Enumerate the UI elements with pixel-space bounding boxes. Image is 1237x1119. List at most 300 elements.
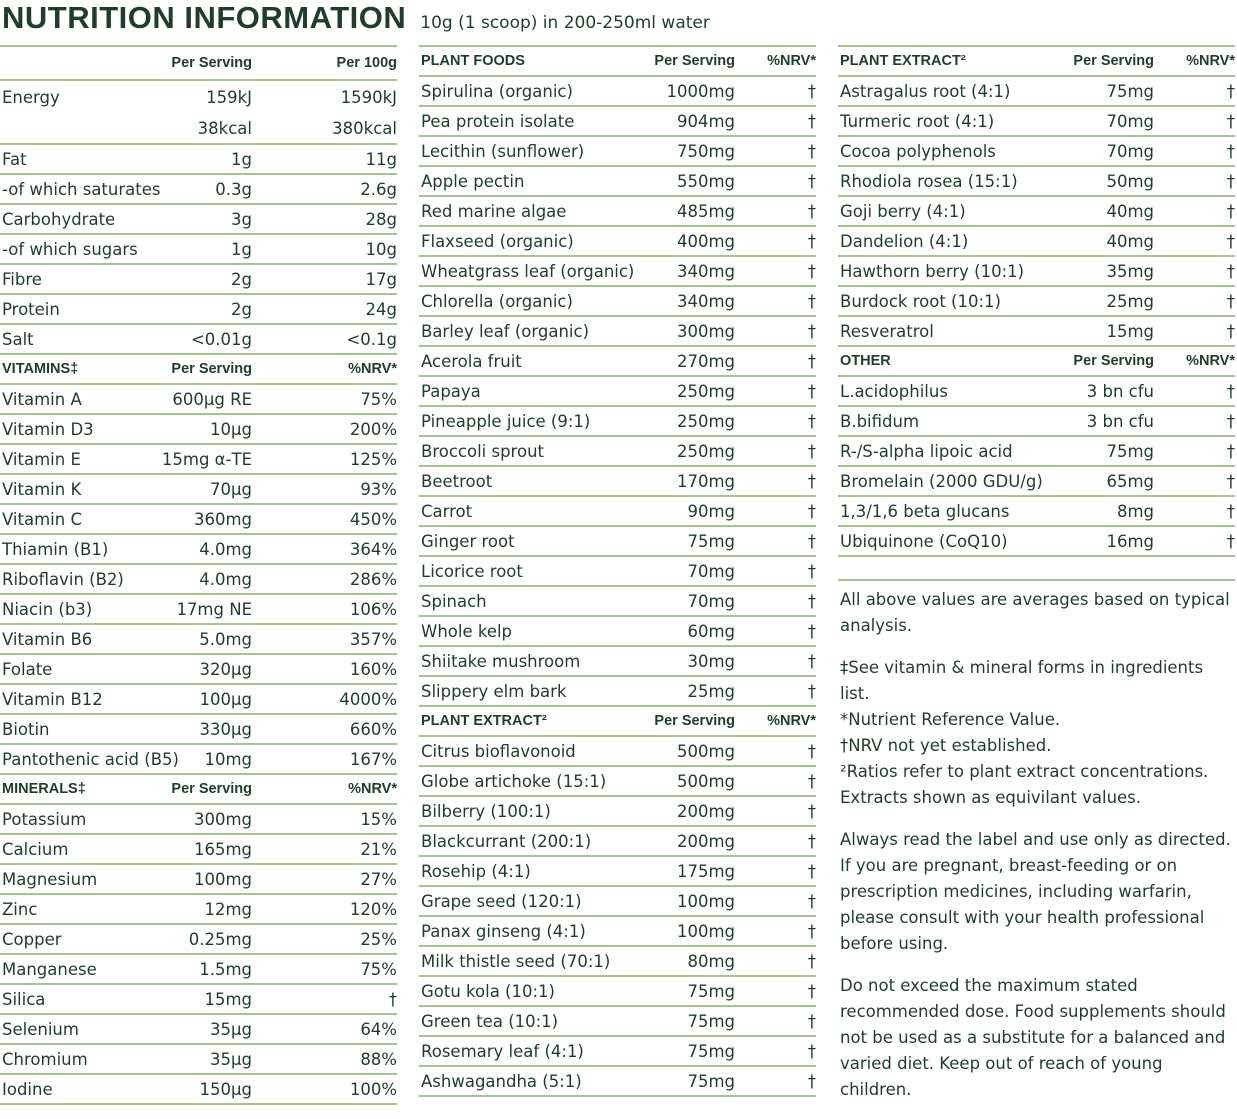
nrv-value: †: [807, 471, 816, 491]
nrv-value: 450%: [349, 509, 397, 529]
row-label: Barley leaf (organic): [421, 321, 590, 341]
table-row: [419, 617, 816, 647]
row-label: Resveratrol: [840, 321, 934, 341]
per-serving-value: 600µg RE: [172, 389, 252, 409]
row-label: Blackcurrant (200:1): [421, 831, 592, 851]
table-row: [838, 257, 1235, 287]
nrv-value: †: [807, 441, 816, 461]
table-row: [838, 77, 1235, 107]
nrv-value: †: [807, 591, 816, 611]
footnote-forms: ‡See vitamin & mineral forms in ingredients list.: [840, 658, 1204, 703]
table-row: [838, 137, 1235, 167]
table-row: [0, 535, 397, 565]
nrv-value: 167%: [349, 749, 397, 769]
table-row: [419, 497, 816, 527]
vitamins-table: [0, 355, 397, 775]
per-serving-value: 3 bn cfu: [1086, 381, 1154, 401]
table-row: [419, 527, 816, 557]
row-label: Selenium: [2, 1019, 79, 1039]
per-serving-value: 35µg: [210, 1049, 252, 1069]
per-serving-value: 1.5mg: [199, 959, 252, 979]
row-label: Thiamin (B1): [2, 539, 109, 559]
table-row: [0, 325, 397, 355]
per-serving-value: 70µg: [210, 479, 252, 499]
table-row: [0, 385, 397, 415]
warning-note: Always read the label and use only as directed. If you are pregnant, breast-feeding or on prescription medicines, including warfarin, please consult with your health professional before using.: [840, 830, 1231, 953]
nrv-value: †: [807, 951, 816, 971]
per-serving-value: 485mg: [676, 201, 735, 221]
table-row: [419, 677, 816, 707]
row-label: Apple pectin: [421, 171, 525, 191]
table-row: [0, 985, 397, 1015]
nrv-value: †: [807, 171, 816, 191]
nrv-value: †: [1226, 321, 1235, 341]
per-serving-value: 3 bn cfu: [1086, 411, 1154, 431]
table-row: [838, 107, 1235, 137]
nutrition-table: [0, 47, 397, 355]
per-serving-value: 25mg: [1106, 291, 1154, 311]
column-header: %NRV*: [1186, 353, 1235, 369]
footnote-ratios: ²Ratios refer to plant extract concentrations. Extracts shown as equivilant values.: [840, 762, 1209, 807]
row-label: Turmeric root (4:1): [840, 111, 995, 131]
nrv-value: 15%: [360, 809, 397, 829]
row-label: Riboflavin (B2): [2, 569, 124, 589]
row-label: 1,3/1,6 beta glucans: [840, 501, 1010, 521]
row-label: Dandelion (4:1): [840, 231, 969, 251]
table-row: [419, 587, 816, 617]
table-row: [838, 377, 1235, 407]
column-header: Per Serving: [171, 55, 252, 71]
row-label: Pea protein isolate: [421, 111, 575, 131]
per-serving-value: 250mg: [676, 441, 735, 461]
table-row: [419, 347, 816, 377]
row-label: Vitamin B6: [2, 629, 93, 649]
nrv-value: †: [807, 201, 816, 221]
table-row: [419, 827, 816, 857]
column-header: VITAMINS‡: [2, 361, 79, 377]
row-label: Vitamin C: [2, 509, 82, 529]
per-serving-value: 3g: [231, 209, 252, 229]
table-row: [0, 1075, 397, 1105]
per-serving-value: 2g: [231, 299, 252, 319]
per-serving-value: 165mg: [193, 839, 252, 859]
table-row: [0, 475, 397, 505]
nrv-value: 120%: [349, 899, 397, 919]
nrv-value: †: [807, 291, 816, 311]
table-row: [419, 1007, 816, 1037]
table-row: [0, 715, 397, 745]
minerals-table: [0, 775, 397, 1105]
per-serving-value: 550mg: [676, 171, 735, 191]
nrv-value: 21%: [360, 839, 397, 859]
nrv-value: †: [807, 801, 816, 821]
averages-note: All above values are averages based on typical analysis.: [840, 590, 1230, 635]
table-row: [419, 647, 816, 677]
row-label: Whole kelp: [421, 621, 513, 641]
row-label: Copper: [2, 929, 62, 949]
per-serving-value: 340mg: [676, 261, 735, 281]
per-serving-value: 38kcal: [197, 118, 252, 138]
row-label: Flaxseed (organic): [421, 231, 574, 251]
column-header: %NRV*: [348, 361, 397, 377]
row-label: Astragalus root (4:1): [840, 81, 1011, 101]
table-row: [419, 137, 816, 167]
table-row: [0, 295, 397, 325]
per-serving-value: 904mg: [676, 111, 735, 131]
footnote-nrv: *Nutrient Reference Value.: [840, 710, 1061, 729]
column-plant-foods: [419, 45, 816, 1097]
row-label: Silica: [2, 989, 46, 1009]
table-row: [419, 887, 816, 917]
table-row: [419, 317, 816, 347]
table-row: [419, 947, 816, 977]
nrv-value: †: [807, 651, 816, 671]
per-serving-value: 100mg: [193, 869, 252, 889]
nrv-value: †: [1226, 141, 1235, 161]
row-label: Manganese: [2, 959, 97, 979]
per-serving-value: 65mg: [1106, 471, 1154, 491]
table-row: [419, 167, 816, 197]
per-serving-value: 500mg: [676, 741, 735, 761]
plant-extract-table-2: [838, 47, 1235, 347]
column-header: Per Serving: [171, 781, 252, 797]
per-serving-value: 60mg: [687, 621, 735, 641]
nrv-value: 75%: [360, 389, 397, 409]
per-100g-value: 1590kJ: [340, 87, 397, 107]
table-row: [419, 407, 816, 437]
row-label: Lecithin (sunflower): [421, 141, 585, 161]
table-row: [0, 175, 397, 205]
row-label: Carbohydrate: [2, 209, 116, 229]
table-row: [0, 81, 397, 113]
nrv-value: †: [388, 989, 397, 1009]
per-serving-value: 270mg: [676, 351, 735, 371]
column-header: Per Serving: [1073, 53, 1154, 69]
nrv-value: †: [807, 351, 816, 371]
per-serving-value: 330µg: [199, 719, 252, 739]
per-serving-value: 250mg: [676, 411, 735, 431]
per-serving-value: 70mg: [687, 561, 735, 581]
table-row: [419, 257, 816, 287]
row-label: Fibre: [2, 269, 42, 289]
per-serving-value: 200mg: [676, 801, 735, 821]
row-label: Calcium: [2, 839, 69, 859]
nrv-value: 357%: [349, 629, 397, 649]
row-label: Globe artichoke (15:1): [421, 771, 607, 791]
per-serving-value: 10µg: [210, 419, 252, 439]
row-label: -of which sugars: [2, 239, 138, 259]
nrv-value: †: [807, 531, 816, 551]
column-nutrition-vitamins-minerals: [0, 45, 397, 1105]
table-row: [419, 287, 816, 317]
table-row: [419, 1067, 816, 1097]
per-serving-value: 50mg: [1106, 171, 1154, 191]
nrv-value: 64%: [360, 1019, 397, 1039]
per-serving-value: 340mg: [676, 291, 735, 311]
nrv-value: †: [807, 771, 816, 791]
nrv-value: †: [1226, 291, 1235, 311]
nrv-value: †: [1226, 81, 1235, 101]
per-serving-value: 4.0mg: [199, 569, 252, 589]
table-row: [0, 415, 397, 445]
table-row: [0, 625, 397, 655]
per-serving-value: 170mg: [676, 471, 735, 491]
table-header-row: [419, 707, 816, 737]
row-label: Vitamin D3: [2, 419, 94, 439]
row-label: Vitamin E: [2, 449, 81, 469]
nrv-value: †: [807, 561, 816, 581]
nrv-value: †: [807, 261, 816, 281]
table-row: [419, 557, 816, 587]
per-serving-value: 35µg: [210, 1019, 252, 1039]
table-row: [0, 1015, 397, 1045]
row-label: Rosehip (4:1): [421, 861, 531, 881]
row-label: Goji berry (4:1): [840, 201, 966, 221]
column-header: Per Serving: [171, 361, 252, 377]
row-label: Wheatgrass leaf (organic): [421, 261, 635, 281]
nrv-value: 660%: [349, 719, 397, 739]
per-serving-value: 1000mg: [666, 81, 735, 101]
row-label: Papaya: [421, 381, 481, 401]
per-100g-value: 17g: [365, 269, 397, 289]
column-header: Per Serving: [654, 53, 735, 69]
row-label: B.bifidum: [840, 411, 920, 431]
per-serving-value: 1g: [231, 149, 252, 169]
row-label: Cocoa polyphenols: [840, 141, 996, 161]
per-serving-value: 17mg NE: [176, 599, 252, 619]
row-label: Bromelain (2000 GDU/g): [840, 471, 1043, 491]
row-label: Burdock root (10:1): [840, 291, 1001, 311]
table-row: [419, 107, 816, 137]
row-label: Vitamin B12: [2, 689, 103, 709]
table-header-row: [838, 47, 1235, 77]
row-label: Iodine: [2, 1079, 53, 1099]
table-row: [0, 685, 397, 715]
row-label: Slippery elm bark: [421, 681, 567, 701]
table-row: [0, 865, 397, 895]
table-row: [0, 145, 397, 175]
nrv-value: †: [1226, 501, 1235, 521]
row-label: Hawthorn berry (10:1): [840, 261, 1025, 281]
nrv-value: 4000%: [339, 689, 397, 709]
table-row: [0, 925, 397, 955]
per-serving-value: 400mg: [676, 231, 735, 251]
per-serving-value: 0.25mg: [188, 929, 252, 949]
per-serving-value: 35mg: [1106, 261, 1154, 281]
table-row: [838, 167, 1235, 197]
per-serving-value: 70mg: [1106, 141, 1154, 161]
per-serving-value: 250mg: [676, 381, 735, 401]
table-row: [0, 505, 397, 535]
table-header-row: [0, 355, 397, 385]
nrv-value: †: [1226, 441, 1235, 461]
column-header: MINERALS‡: [2, 781, 86, 797]
nrv-value: †: [1226, 231, 1235, 251]
nrv-value: †: [807, 81, 816, 101]
nrv-value: †: [807, 1071, 816, 1091]
per-serving-value: 75mg: [687, 531, 735, 551]
nrv-value: 100%: [349, 1079, 397, 1099]
row-label: Green tea (10:1): [421, 1011, 559, 1031]
nrv-value: 93%: [360, 479, 397, 499]
column-header: %NRV*: [348, 781, 397, 797]
table-row: [838, 527, 1235, 557]
row-label: Spinach: [421, 591, 487, 611]
per-100g-value: 24g: [365, 299, 397, 319]
table-row: [419, 737, 816, 767]
spacer: [838, 557, 1235, 579]
table-header-row: [0, 47, 397, 81]
per-serving-value: 175mg: [676, 861, 735, 881]
table-header-row: [0, 775, 397, 805]
nrv-value: †: [807, 831, 816, 851]
nrv-value: †: [807, 1011, 816, 1031]
nrv-value: 106%: [349, 599, 397, 619]
table-row: [419, 1037, 816, 1067]
per-serving-value: 300mg: [193, 809, 252, 829]
table-row: [0, 745, 397, 775]
nrv-value: †: [1226, 261, 1235, 281]
table-row: [0, 835, 397, 865]
row-label: Panax ginseng (4:1): [421, 921, 586, 941]
nrv-value: 125%: [349, 449, 397, 469]
row-label: Energy: [2, 87, 60, 107]
row-label: Ubiquinone (CoQ10): [840, 531, 1008, 551]
other-table: [838, 347, 1235, 557]
table-row: [0, 595, 397, 625]
table-row: [0, 805, 397, 835]
per-serving-value: 12mg: [204, 899, 252, 919]
nrv-value: †: [807, 891, 816, 911]
row-label: Folate: [2, 659, 53, 679]
table-row: [419, 197, 816, 227]
per-serving-value: 40mg: [1106, 201, 1154, 221]
column-header: OTHER: [840, 353, 891, 369]
table-row: [838, 467, 1235, 497]
per-100g-value: 28g: [365, 209, 397, 229]
table-row: [0, 1045, 397, 1075]
per-serving-value: 75mg: [1106, 81, 1154, 101]
per-serving-value: 15mg α-TE: [161, 449, 252, 469]
row-label: Pineapple juice (9:1): [421, 411, 591, 431]
table-row: [419, 77, 816, 107]
row-label: Milk thistle seed (70:1): [421, 951, 611, 971]
nrv-value: †: [1226, 201, 1235, 221]
nrv-value: †: [1226, 111, 1235, 131]
column-header: PLANT EXTRACT²: [840, 53, 966, 69]
per-serving-value: 40mg: [1106, 231, 1154, 251]
per-serving-value: 4.0mg: [199, 539, 252, 559]
nrv-value: †: [807, 141, 816, 161]
per-serving-value: 15mg: [1106, 321, 1154, 341]
per-serving-value: 80mg: [687, 951, 735, 971]
row-label: Ginger root: [421, 531, 515, 551]
nrv-value: †: [807, 501, 816, 521]
table-row: [419, 767, 816, 797]
table-row: [0, 205, 397, 235]
nrv-value: 25%: [360, 929, 397, 949]
footnotes: [838, 655, 1235, 811]
table-row: [0, 235, 397, 265]
row-label: Biotin: [2, 719, 50, 739]
per-100g-value: <0.1g: [346, 329, 397, 349]
title-row: [2, 0, 710, 40]
nrv-value: †: [807, 411, 816, 431]
row-label: Potassium: [2, 809, 87, 829]
nrv-value: †: [807, 1041, 816, 1061]
nrv-value: 27%: [360, 869, 397, 889]
table-row: [0, 565, 397, 595]
row-label: Acerola fruit: [421, 351, 522, 371]
row-label: Protein: [2, 299, 60, 319]
row-label: Citrus bioflavonoid: [421, 741, 576, 761]
per-serving-value: 75mg: [687, 1041, 735, 1061]
per-serving-value: 200mg: [676, 831, 735, 851]
table-row: [419, 437, 816, 467]
row-label: Spirulina (organic): [421, 81, 573, 101]
nrv-value: †: [1226, 171, 1235, 191]
table-row: [419, 917, 816, 947]
per-serving-value: 2g: [231, 269, 252, 289]
per-serving-value: 70mg: [1106, 111, 1154, 131]
row-label: Gotu kola (10:1): [421, 981, 555, 1001]
table-row: [838, 437, 1235, 467]
table-header-row: [838, 347, 1235, 377]
nrv-value: †: [807, 681, 816, 701]
nrv-value: 75%: [360, 959, 397, 979]
per-serving-value: 100mg: [676, 921, 735, 941]
per-serving-value: 8mg: [1116, 501, 1154, 521]
per-serving-value: 10mg: [204, 749, 252, 769]
per-serving-value: 16mg: [1106, 531, 1154, 551]
per-serving-value: 75mg: [687, 1011, 735, 1031]
per-serving-value: 500mg: [676, 771, 735, 791]
nrv-value: 286%: [349, 569, 397, 589]
per-serving-value: 25mg: [687, 681, 735, 701]
table-row: [0, 955, 397, 985]
column-header: PLANT EXTRACT²: [421, 713, 547, 729]
nrv-value: †: [1226, 471, 1235, 491]
nrv-value: †: [807, 621, 816, 641]
row-label: Bilberry (100:1): [421, 801, 551, 821]
nrv-value: †: [807, 921, 816, 941]
per-serving-value: 5.0mg: [199, 629, 252, 649]
table-row: [838, 497, 1235, 527]
table-row: [838, 197, 1235, 227]
row-label: Rhodiola rosea (15:1): [840, 171, 1018, 191]
row-label: Shiitake mushroom: [421, 651, 581, 671]
table-row: [419, 377, 816, 407]
per-serving-value: 150µg: [199, 1079, 252, 1099]
table-row: [838, 227, 1235, 257]
row-label: Niacin (b3): [2, 599, 93, 619]
table-row: [838, 317, 1235, 347]
per-serving-value: <0.01g: [190, 329, 252, 349]
nrv-value: 364%: [349, 539, 397, 559]
column-header: Per Serving: [1073, 353, 1154, 369]
nrv-value: †: [807, 981, 816, 1001]
row-label: Ashwagandha (5:1): [421, 1071, 582, 1091]
per-serving-value: 1g: [231, 239, 252, 259]
nrv-value: †: [807, 741, 816, 761]
notes: [838, 581, 1235, 1103]
column-header: Per Serving: [654, 713, 735, 729]
per-100g-value: 10g: [365, 239, 397, 259]
per-serving-value: 70mg: [687, 591, 735, 611]
per-serving-value: 90mg: [687, 501, 735, 521]
row-label: Vitamin A: [2, 389, 82, 409]
footnote-dagger: †NRV not yet established.: [840, 736, 1052, 755]
